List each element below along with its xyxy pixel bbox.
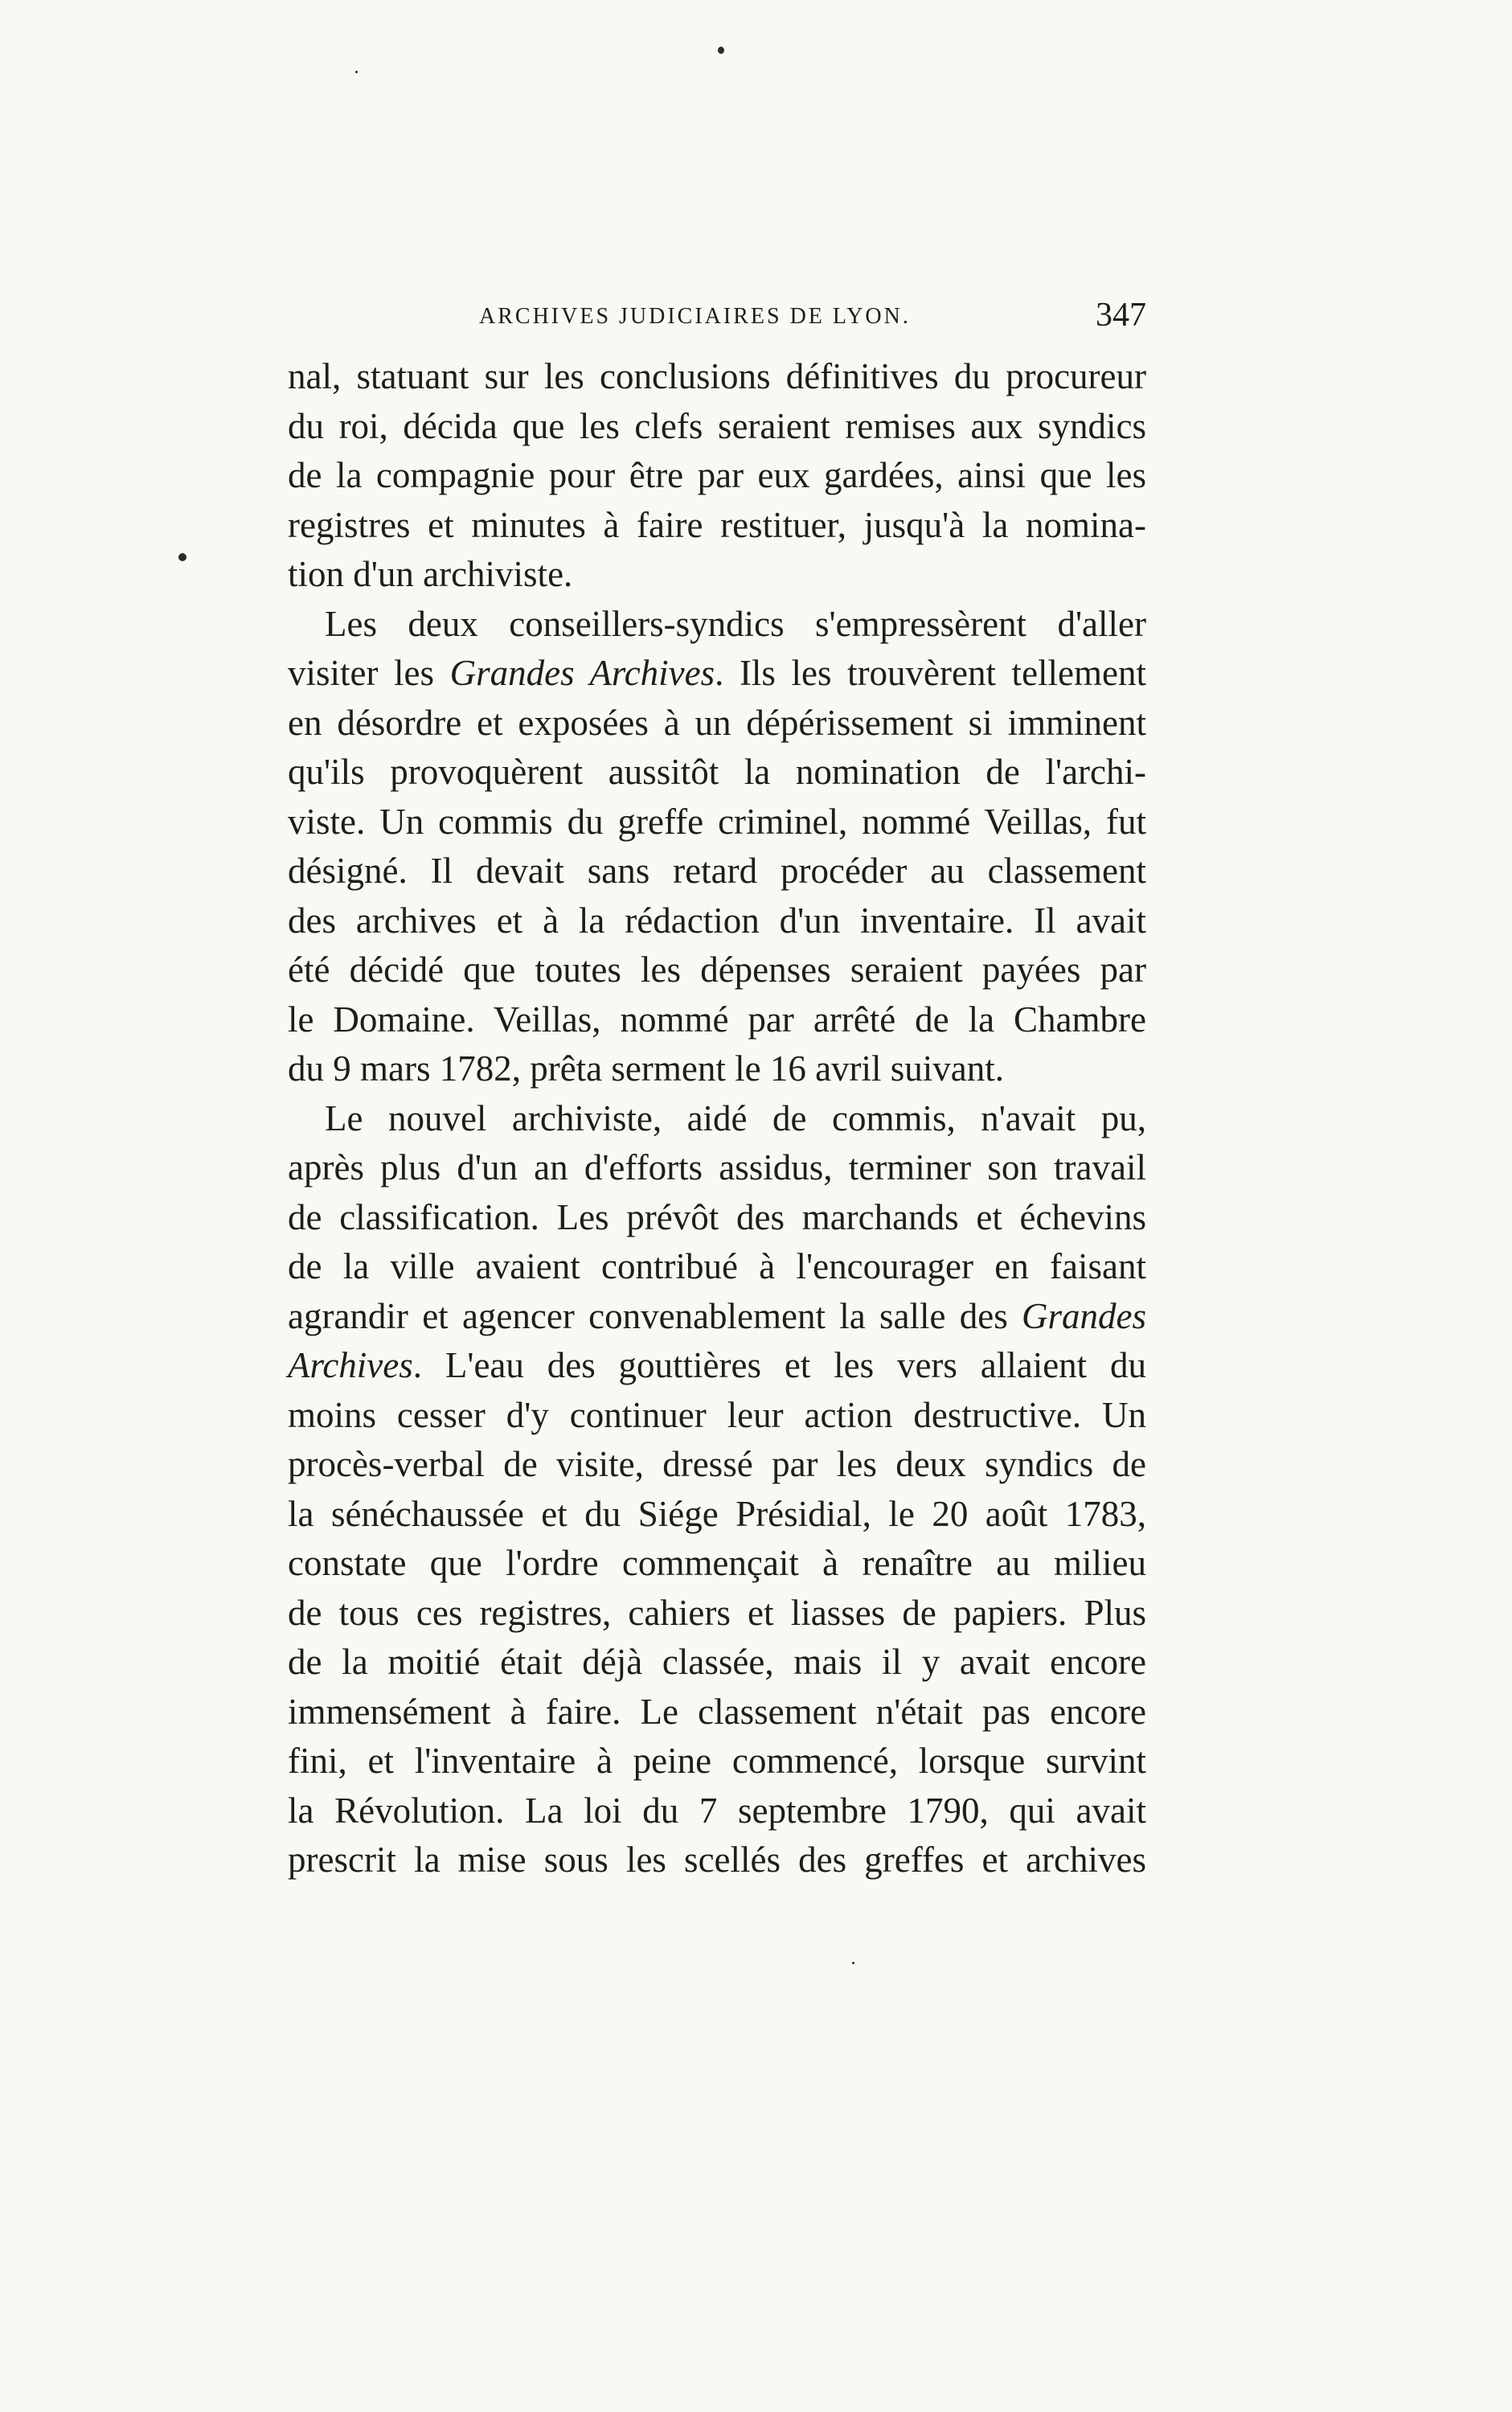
text-line: [288, 352, 1146, 402]
text-line: [288, 1539, 1146, 1589]
text-run: de la ville avaient contribué à l'encourager en faisant: [288, 1246, 1146, 1286]
scan-speck: [718, 47, 724, 54]
text-run: visiter les: [288, 653, 450, 693]
text-run: tion d'un archiviste.: [288, 554, 573, 594]
text-line: [288, 1341, 1146, 1391]
paragraph: [288, 1094, 1146, 1885]
text-run: registres et minutes à faire restituer, jusqu'à la nomina-: [288, 504, 1146, 545]
text-line: [288, 1242, 1146, 1292]
text-line: [288, 1737, 1146, 1786]
text-run: Les deux conseillers-syndics s'empressèrent d'aller: [325, 603, 1146, 644]
text-run: de la compagnie pour être par eux gardées, ainsi que les: [288, 455, 1146, 495]
text-run: le Domaine. Veillas, nommé par arrêté de la Chambre: [288, 999, 1146, 1040]
text-run: de tous ces registres, cahiers et liasses de papiers. Plus: [288, 1592, 1146, 1633]
text-line: [288, 1589, 1146, 1639]
text-line: [288, 1786, 1146, 1836]
scan-speck: [355, 71, 358, 73]
text-run: . Ils les trouvèrent tellement: [715, 653, 1146, 693]
text-line: [288, 1044, 1146, 1094]
text-line: [288, 699, 1146, 749]
page-number: 347: [1096, 297, 1146, 334]
text-line: [288, 1638, 1146, 1688]
text-line: [288, 402, 1146, 452]
text-line: [288, 1292, 1146, 1342]
body-text: [288, 352, 1146, 1885]
text-run: moins cesser d'y continuer leur action destructive. Un: [288, 1394, 1146, 1435]
italic-text: Grandes Archives: [449, 653, 715, 693]
text-run: nal, statuant sur les conclusions définitives du procureur: [288, 356, 1146, 396]
scan-speck: [178, 553, 186, 561]
text-run: des archives et à la rédaction d'un inventaire. Il avait: [288, 900, 1146, 941]
text-line: [288, 550, 1146, 600]
text-run: de classification. Les prévôt des marchands et échevins: [288, 1196, 1146, 1237]
text-line: [288, 1094, 1146, 1144]
text-line: [288, 1143, 1146, 1193]
text-line: [288, 748, 1146, 798]
text-line: [288, 1490, 1146, 1540]
text-run: viste. Un commis du greffe criminel, nommé Veillas, fut: [288, 801, 1146, 842]
text-line: [288, 946, 1146, 995]
text-run: la Révolution. La loi du 7 septembre 1790, qui avait: [288, 1790, 1146, 1831]
text-line: [288, 649, 1146, 699]
text-run: en désordre et exposées à un dépérissement si imminent: [288, 702, 1146, 743]
italic-text: Grandes: [1022, 1295, 1146, 1336]
text-line: [288, 798, 1146, 847]
text-line: [288, 1440, 1146, 1490]
text-line: [288, 600, 1146, 650]
text-run: désigné. Il devait sans retard procéder au classement: [288, 851, 1146, 891]
text-line: [288, 1193, 1146, 1243]
text-line: [288, 847, 1146, 896]
text-run: immensément à faire. Le classement n'était pas encore: [288, 1691, 1146, 1732]
text-line: [288, 451, 1146, 501]
text-run: du 9 mars 1782, prêta serment le 16 avril suivant.: [288, 1048, 1005, 1089]
text-run: de la moitié était déjà classée, mais il y avait encore: [288, 1642, 1146, 1682]
italic-text: Archives: [288, 1345, 413, 1385]
text-line: [288, 1688, 1146, 1737]
running-head: [288, 296, 1146, 344]
paragraph: [288, 352, 1146, 600]
text-run: prescrit la mise sous les scellés des greffes et archives: [288, 1840, 1146, 1880]
text-run: du roi, décida que les clefs seraient remises aux syndics: [288, 405, 1146, 446]
text-run: été décidé que toutes les dépenses seraient payées par: [288, 950, 1146, 990]
paragraph: [288, 600, 1146, 1094]
text-line: [288, 995, 1146, 1045]
text-run: Le nouvel archiviste, aidé de commis, n'avait pu,: [325, 1097, 1146, 1138]
text-run: . L'eau des gouttières et les vers allaient du: [412, 1345, 1146, 1385]
text-run: après plus d'un an d'efforts assidus, terminer son travail: [288, 1147, 1146, 1188]
text-line: [288, 896, 1146, 946]
text-line: [288, 501, 1146, 551]
text-run: fini, et l'inventaire à peine commencé, lorsque survint: [288, 1741, 1146, 1781]
text-run: constate que l'ordre commençait à renaître au milieu: [288, 1543, 1146, 1583]
text-run: qu'ils provoquèrent aussitôt la nomination de l'archi-: [288, 752, 1146, 792]
text-line: [288, 1391, 1146, 1441]
running-title: ARCHIVES JUDICIAIRES DE LYON.: [479, 304, 911, 329]
text-run: procès-verbal de visite, dressé par les deux syndics de: [288, 1444, 1146, 1484]
text-run: la sénéchaussée et du Siége Présidial, le 20 août 1783,: [288, 1493, 1146, 1534]
scan-speck: [852, 1962, 854, 1964]
text-run: agrandir et agencer convenablement la salle des: [288, 1295, 1022, 1336]
text-line: [288, 1836, 1146, 1885]
